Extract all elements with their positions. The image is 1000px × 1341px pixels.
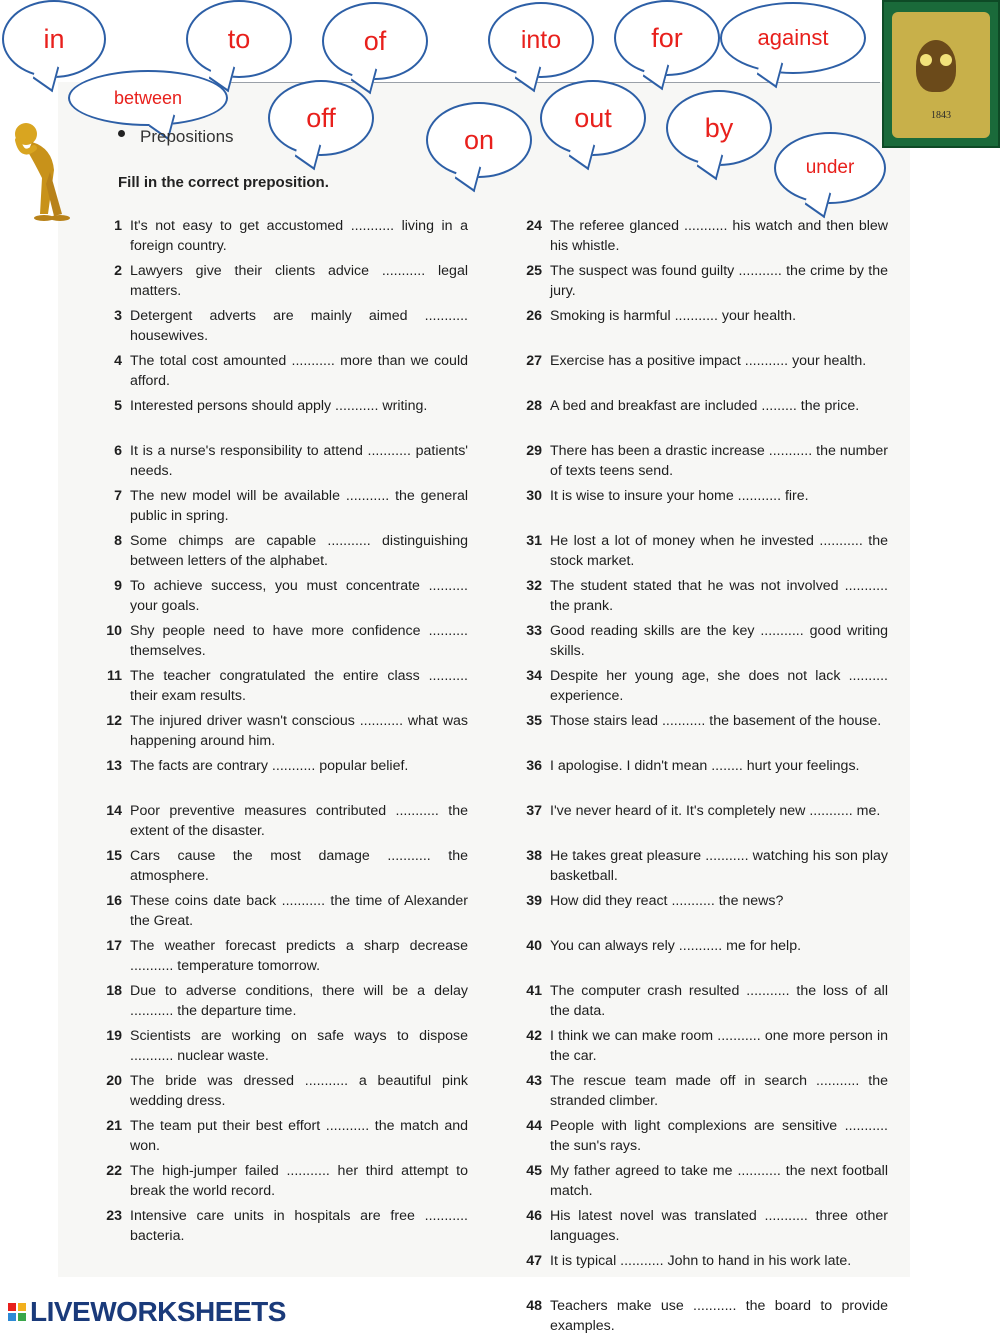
question-item[interactable] bbox=[96, 1206, 468, 1251]
word-bubble-against[interactable] bbox=[720, 2, 866, 74]
question-text: Poor preventive measures contributed ........... the extent of the disaster. bbox=[130, 803, 468, 839]
question-number: 32 bbox=[526, 578, 542, 594]
word-bubble-out[interactable] bbox=[540, 80, 646, 156]
question-number: 6 bbox=[114, 443, 122, 459]
question-text: Shy people need to have more confidence .......... themselves. bbox=[130, 623, 468, 659]
word-bubble-off[interactable] bbox=[268, 80, 374, 156]
question-number: 8 bbox=[114, 533, 122, 549]
question-number: 12 bbox=[106, 713, 122, 729]
question-text: It's not easy to get accustomed ........... living in a foreign country. bbox=[130, 218, 468, 254]
question-item[interactable] bbox=[516, 621, 888, 666]
question-text: The suspect was found guilty ........... the crime by the jury. bbox=[550, 263, 888, 299]
question-number: 19 bbox=[106, 1028, 122, 1044]
question-item[interactable] bbox=[516, 981, 888, 1026]
question-number: 13 bbox=[106, 758, 122, 774]
question-text: To achieve success, you must concentrate .......... your goals. bbox=[130, 578, 468, 614]
question-number: 17 bbox=[106, 938, 122, 954]
question-text: It is a nurse's responsibility to attend ........... patients' needs. bbox=[130, 443, 468, 479]
question-number: 11 bbox=[107, 668, 122, 684]
word-into-label: into bbox=[520, 25, 562, 54]
word-of-label: of bbox=[363, 25, 387, 56]
question-text: The rescue team made off in search ........... the stranded climber. bbox=[550, 1073, 888, 1109]
word-for-label: for bbox=[651, 22, 683, 53]
question-text: Good reading skills are the key ........... good writing skills. bbox=[550, 623, 888, 659]
question-number: 47 bbox=[526, 1253, 542, 1269]
question-item[interactable] bbox=[96, 1161, 468, 1206]
owl-eye-right bbox=[940, 54, 952, 66]
question-text: I've never heard of it. It's completely new ........... me. bbox=[550, 803, 881, 819]
question-item[interactable] bbox=[516, 1296, 888, 1341]
question-text: Lawyers give their clients advice ........... legal matters. bbox=[130, 263, 468, 299]
question-text: The total cost amounted ........... more than we could afford. bbox=[130, 353, 468, 389]
question-number: 40 bbox=[526, 938, 542, 954]
question-number: 34 bbox=[526, 668, 542, 684]
question-text: Due to adverse conditions, there will be a delay ........... the departure time. bbox=[130, 983, 468, 1019]
question-number: 42 bbox=[526, 1028, 542, 1044]
question-item[interactable] bbox=[96, 396, 468, 441]
word-bubble-for[interactable] bbox=[614, 0, 720, 76]
question-item[interactable] bbox=[516, 801, 888, 846]
question-text: The student stated that he was not involved ........... the prank. bbox=[550, 578, 888, 614]
word-under-label: under bbox=[805, 157, 855, 178]
question-item[interactable] bbox=[516, 846, 888, 891]
question-item[interactable] bbox=[516, 441, 888, 486]
question-text: Intensive care units in hospitals are free ........... bacteria. bbox=[130, 1208, 468, 1244]
question-number: 31 bbox=[526, 533, 542, 549]
section-subtitle: Prepositions bbox=[140, 127, 234, 146]
question-item[interactable] bbox=[96, 801, 468, 846]
question-number: 46 bbox=[526, 1208, 542, 1224]
question-text: His latest novel was translated ........... three other languages. bbox=[550, 1208, 888, 1244]
question-text: Interested persons should apply ........... writing. bbox=[130, 398, 428, 414]
question-item[interactable] bbox=[516, 711, 888, 756]
question-text: The facts are contrary ........... popular belief. bbox=[130, 758, 409, 774]
question-text: I think we can make room ........... one more person in the car. bbox=[550, 1028, 888, 1064]
question-text: Smoking is harmful ........... your health. bbox=[550, 308, 797, 324]
word-bubble-into[interactable] bbox=[488, 2, 594, 78]
question-number: 10 bbox=[106, 623, 122, 639]
question-number: 38 bbox=[526, 848, 542, 864]
word-between-label: between bbox=[113, 87, 183, 108]
question-text: The injured driver wasn't conscious ........... what was happening around him. bbox=[130, 713, 468, 749]
question-text: A bed and breakfast are included ......... the price. bbox=[550, 398, 860, 414]
question-number: 18 bbox=[106, 983, 122, 999]
question-text: It is wise to insure your home ........... fire. bbox=[550, 488, 809, 504]
question-item[interactable] bbox=[516, 306, 888, 351]
question-number: 27 bbox=[526, 353, 542, 369]
word-bubble-to[interactable] bbox=[186, 0, 292, 78]
question-item[interactable] bbox=[516, 1251, 888, 1296]
owl-eye-left bbox=[920, 54, 932, 66]
question-number: 22 bbox=[106, 1163, 122, 1179]
question-text: Despite her young age, she does not lack .......... experience. bbox=[550, 668, 888, 704]
question-text: The bride was dressed ........... a beautiful pink wedding dress. bbox=[130, 1073, 468, 1109]
question-item[interactable] bbox=[516, 1206, 888, 1251]
question-item[interactable] bbox=[96, 261, 468, 306]
question-item[interactable] bbox=[96, 531, 468, 576]
question-item[interactable] bbox=[96, 1071, 468, 1116]
logo-squares-icon bbox=[8, 1303, 26, 1321]
owl-icon bbox=[916, 40, 956, 92]
question-text: There has been a drastic increase ........... the number of texts teens send. bbox=[550, 443, 888, 479]
logo-text: LIVEWORKSHEETS bbox=[30, 1296, 286, 1327]
word-to-label: to bbox=[227, 23, 251, 54]
question-number: 3 bbox=[114, 308, 122, 324]
bullet-icon bbox=[118, 130, 125, 137]
question-item[interactable] bbox=[96, 576, 468, 621]
question-item[interactable] bbox=[96, 936, 468, 981]
badge-year: 1843 bbox=[931, 110, 951, 121]
question-number: 1 bbox=[114, 218, 122, 234]
word-in-label: in bbox=[43, 23, 65, 54]
question-number: 43 bbox=[526, 1073, 542, 1089]
question-item[interactable] bbox=[516, 531, 888, 576]
word-by-label: by bbox=[704, 112, 734, 143]
question-number: 26 bbox=[526, 308, 542, 324]
question-text: The team put their best effort ........... the match and won. bbox=[130, 1118, 468, 1154]
word-off-label: off bbox=[306, 102, 336, 133]
question-text: Cars cause the most damage ........... the atmosphere. bbox=[130, 848, 468, 884]
question-item[interactable] bbox=[516, 261, 888, 306]
question-number: 36 bbox=[526, 758, 542, 774]
question-number: 28 bbox=[526, 398, 542, 414]
thinking-figure-icon bbox=[8, 118, 78, 228]
question-item[interactable] bbox=[516, 351, 888, 396]
question-text: The referee glanced ........... his watch and then blew his whistle. bbox=[550, 218, 888, 254]
question-item[interactable] bbox=[96, 486, 468, 531]
question-text: You can always rely ........... me for help. bbox=[550, 938, 802, 954]
question-text: How did they react ........... the news? bbox=[550, 893, 784, 909]
question-item[interactable] bbox=[96, 621, 468, 666]
question-number: 29 bbox=[526, 443, 542, 459]
liveworksheets-logo bbox=[8, 1296, 286, 1328]
question-number: 24 bbox=[526, 218, 542, 234]
question-item[interactable] bbox=[516, 216, 888, 261]
question-item[interactable] bbox=[516, 891, 888, 936]
word-on-label: on bbox=[463, 124, 495, 155]
question-item[interactable] bbox=[516, 576, 888, 621]
word-bubble-between[interactable] bbox=[68, 70, 228, 126]
word-bubble-in[interactable] bbox=[2, 0, 106, 78]
question-text: The teacher congratulated the entire class .......... their exam results. bbox=[130, 668, 468, 704]
question-text: Those stairs lead ........... the basement of the house. bbox=[550, 713, 882, 729]
question-item[interactable] bbox=[96, 216, 468, 261]
questions-right-column bbox=[516, 216, 888, 1341]
question-item[interactable] bbox=[516, 936, 888, 981]
question-number: 25 bbox=[526, 263, 542, 279]
question-text: It is typical ........... John to hand in his work late. bbox=[550, 1253, 852, 1269]
question-item[interactable] bbox=[96, 351, 468, 396]
question-item[interactable] bbox=[96, 711, 468, 756]
question-text: Some chimps are capable ........... distinguishing between letters of the alphabet. bbox=[130, 533, 468, 569]
question-number: 23 bbox=[106, 1208, 122, 1224]
question-number: 35 bbox=[526, 713, 542, 729]
question-item[interactable] bbox=[96, 441, 468, 486]
question-text: Detergent adverts are mainly aimed ........... housewives. bbox=[130, 308, 468, 344]
question-text: I apologise. I didn't mean ........ hurt your feelings. bbox=[550, 758, 860, 774]
question-text: My father agreed to take me ........... the next football match. bbox=[550, 1163, 888, 1199]
question-item[interactable] bbox=[96, 846, 468, 891]
question-text: Scientists are working on safe ways to dispose ........... nuclear waste. bbox=[130, 1028, 468, 1064]
question-item[interactable] bbox=[96, 666, 468, 711]
question-item[interactable] bbox=[516, 666, 888, 711]
question-number: 5 bbox=[114, 398, 122, 414]
question-item[interactable] bbox=[516, 396, 888, 441]
question-item[interactable] bbox=[96, 756, 468, 801]
question-number: 48 bbox=[526, 1298, 542, 1314]
question-number: 30 bbox=[526, 488, 542, 504]
word-bubble-of[interactable] bbox=[322, 2, 428, 80]
question-text: Teachers make use ........... the board to provide examples. bbox=[550, 1298, 888, 1334]
question-text: People with light complexions are sensitive ........... the sun's rays. bbox=[550, 1118, 888, 1154]
question-number: 44 bbox=[526, 1118, 542, 1134]
question-number: 33 bbox=[526, 623, 542, 639]
question-number: 4 bbox=[114, 353, 122, 369]
question-item[interactable] bbox=[516, 486, 888, 531]
question-number: 41 bbox=[526, 983, 542, 999]
question-number: 14 bbox=[106, 803, 122, 819]
question-item[interactable] bbox=[96, 306, 468, 351]
question-text: These coins date back ........... the time of Alexander the Great. bbox=[130, 893, 468, 929]
question-item[interactable] bbox=[516, 1071, 888, 1116]
question-text: The weather forecast predicts a sharp decrease ........... temperature tomorrow. bbox=[130, 938, 468, 974]
question-item[interactable] bbox=[96, 891, 468, 936]
question-item[interactable] bbox=[516, 1026, 888, 1071]
question-text: The computer crash resulted ........... the loss of all the data. bbox=[550, 983, 888, 1019]
question-item[interactable] bbox=[516, 1116, 888, 1161]
word-out-label: out bbox=[574, 102, 612, 133]
question-text: He takes great pleasure ........... watching his son play basketball. bbox=[550, 848, 888, 884]
word-bubble-on[interactable] bbox=[426, 102, 532, 178]
question-text: The new model will be available ........... the general public in spring. bbox=[130, 488, 468, 524]
word-bubble-by[interactable] bbox=[666, 90, 772, 166]
question-number: 37 bbox=[526, 803, 542, 819]
word-against-label: against bbox=[757, 25, 829, 50]
question-item[interactable] bbox=[96, 981, 468, 1026]
question-text: He lost a lot of money when he invested ........... the stock market. bbox=[550, 533, 888, 569]
question-number: 21 bbox=[106, 1118, 122, 1134]
question-number: 7 bbox=[114, 488, 122, 504]
question-number: 20 bbox=[106, 1073, 122, 1089]
exercise-instruction: Fill in the correct preposition. bbox=[118, 174, 329, 191]
question-number: 15 bbox=[106, 848, 122, 864]
question-number: 2 bbox=[114, 263, 122, 279]
question-item[interactable] bbox=[516, 1161, 888, 1206]
question-number: 45 bbox=[526, 1163, 542, 1179]
question-item[interactable] bbox=[96, 1026, 468, 1071]
question-item[interactable] bbox=[516, 756, 888, 801]
question-text: The high-jumper failed ........... her third attempt to break the world record. bbox=[130, 1163, 468, 1199]
question-number: 16 bbox=[106, 893, 122, 909]
school-badge-logo bbox=[882, 0, 1000, 148]
question-number: 9 bbox=[114, 578, 122, 594]
questions-left-column bbox=[96, 216, 468, 1251]
question-text: Exercise has a positive impact ........... your health. bbox=[550, 353, 867, 369]
word-bubble-under[interactable] bbox=[774, 132, 886, 204]
question-item[interactable] bbox=[96, 1116, 468, 1161]
question-number: 39 bbox=[526, 893, 542, 909]
